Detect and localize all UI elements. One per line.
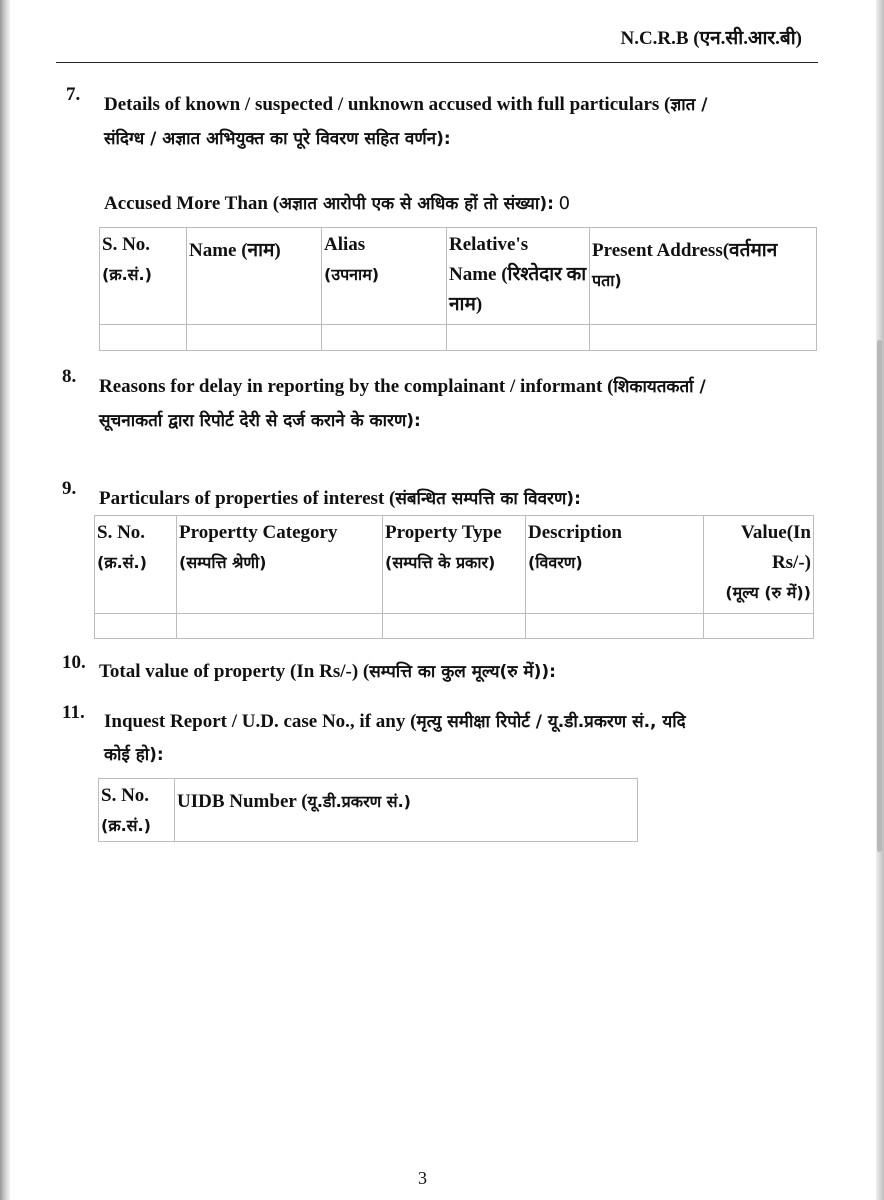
section-7-title (104, 92, 708, 116)
col-sno: S. No. (क्र.सं.) (95, 516, 177, 614)
property-table (94, 515, 814, 639)
cell[interactable] (187, 325, 322, 351)
col-property-type: Property Type (सम्पत्ति के प्रकार) (383, 516, 526, 614)
cell[interactable] (526, 614, 704, 639)
section-9-title-hi: संबन्धित सम्पत्ति का विवरण): (395, 489, 581, 509)
cell[interactable] (590, 325, 817, 351)
section-8-title-en: Reasons for delay in reporting by the complainant / informant ( (99, 376, 614, 397)
accused-label-en: Accused More Than ( (104, 193, 280, 214)
section-11-number: 11. (62, 702, 85, 723)
inquest-table (98, 778, 638, 842)
cell[interactable] (383, 614, 526, 639)
section-10-title-en: Total value of property (In Rs/-) ( (99, 661, 370, 682)
cell[interactable] (100, 325, 187, 351)
accused-table-header (100, 228, 817, 325)
section-11-title-en: Inquest Report / U.D. case No., if any ( (104, 711, 417, 732)
section-9-number: 9. (62, 478, 77, 499)
section-9-title (99, 486, 581, 510)
col-value: Value(In Rs/-) (मूल्य (रु में)) (704, 516, 814, 614)
accused-more-than-row (104, 191, 570, 215)
section-10-number: 10. (62, 652, 86, 673)
cell[interactable] (704, 614, 814, 639)
scrollbar-thumb[interactable] (877, 340, 882, 852)
col-sno: S. No. (क्र.सं.) (100, 228, 187, 325)
section-8-title-hi-2: सूचनाकर्ता द्वारा रिपोर्ट देरी से दर्ज कराने के कारण): (99, 411, 421, 431)
accused-table-row (100, 325, 817, 351)
header-divider (56, 62, 818, 63)
col-alias: Alias (उपनाम) (322, 228, 447, 325)
accused-label-hi: अज्ञात आरोपी एक से अधिक हों तो संख्या): (279, 194, 554, 214)
section-7-number: 7. (66, 84, 81, 105)
section-11-title-hi-1: मृत्यु समीक्षा रिपोर्ट / यू.डी.प्रकरण सं., यदि (416, 712, 686, 732)
section-10-title (99, 659, 556, 683)
col-present-address: Present Address(वर्तमान पता) (590, 228, 817, 325)
col-uidb-number: UIDB Number (यू.डी.प्रकरण सं.) (175, 779, 638, 842)
section-8-number: 8. (62, 366, 77, 387)
accused-table (99, 227, 817, 351)
section-11-title (104, 709, 686, 733)
cell[interactable] (322, 325, 447, 351)
cell[interactable] (95, 614, 177, 639)
cell[interactable] (447, 325, 590, 351)
section-8-title (99, 374, 706, 398)
section-8-title-hi-1: शिकायतकर्ता / (613, 377, 706, 397)
page-number: 3 (418, 1168, 427, 1188)
inquest-table-header (99, 779, 638, 842)
col-relative-name: Relative's Name (रिश्तेदार का नाम) (447, 228, 590, 325)
col-sno: S. No. (क्र.सं.) (99, 779, 175, 842)
col-description: Description (विवरण) (526, 516, 704, 614)
property-table-header (95, 516, 814, 614)
cell[interactable] (177, 614, 383, 639)
section-7-title-en: Details of known / suspected / unknown accused with full particulars ( (104, 94, 671, 115)
section-9-title-en: Particulars of properties of interest ( (99, 488, 396, 509)
section-11-title-hi-2: कोई हो): (104, 745, 164, 765)
property-table-row (95, 614, 814, 639)
accused-count-value: 0 (558, 193, 571, 214)
col-property-category: Propertty Category (सम्पत्ति श्रेणी) (177, 516, 383, 614)
page-header: N.C.R.B (एन.सी.आर.बी) (620, 28, 802, 49)
section-10-title-hi: सम्पत्ति का कुल मूल्य(रु में)): (369, 662, 556, 682)
section-7-title-hi-2: संदिग्ध / अज्ञात अभियुक्त का पूरे विवरण सहित वर्णन): (104, 129, 451, 149)
col-name: Name (नाम) (187, 228, 322, 325)
viewer-left-edge (0, 0, 10, 1200)
section-7-title-hi-1: ज्ञात / (670, 95, 708, 115)
